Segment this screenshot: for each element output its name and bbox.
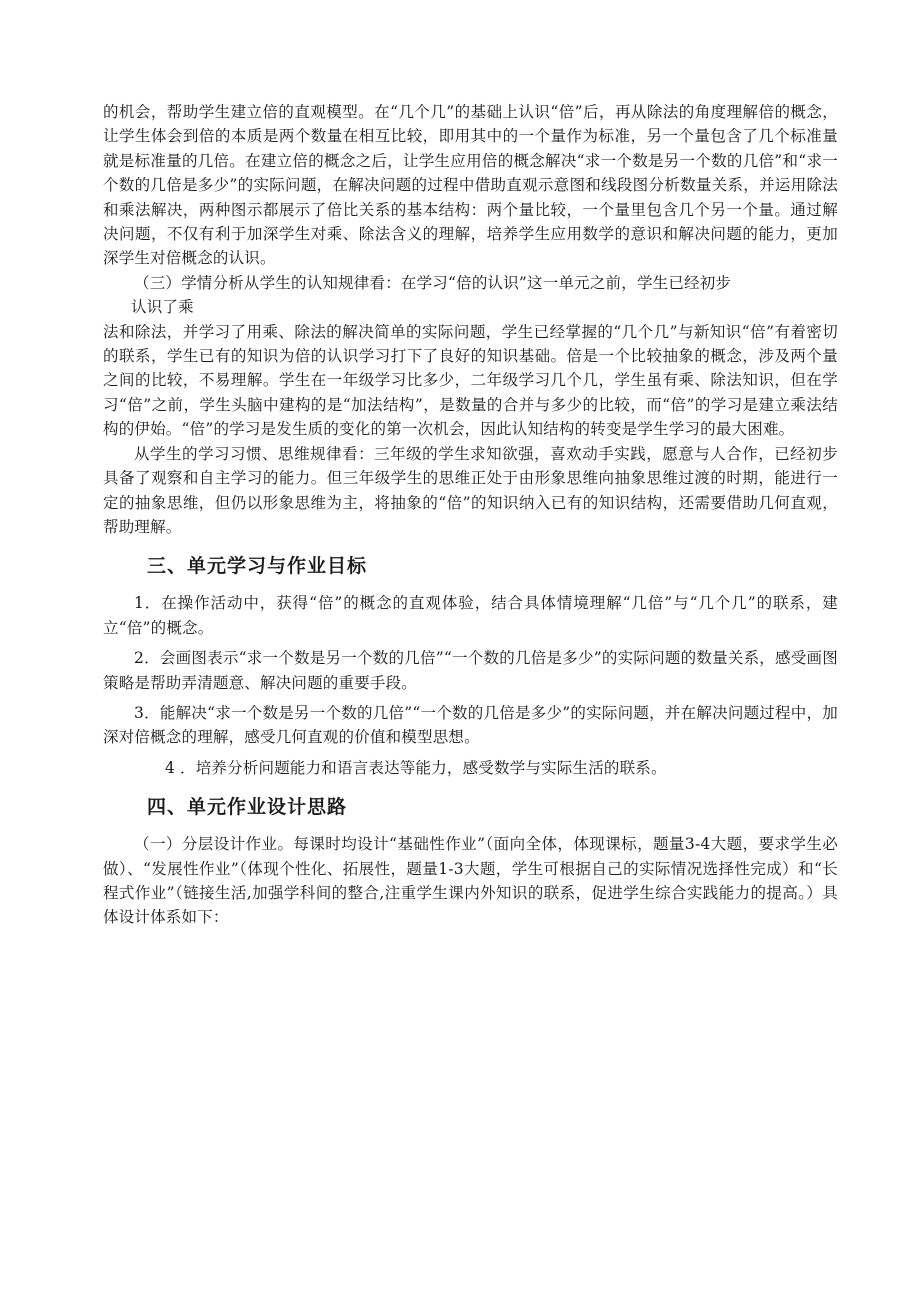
document-content bbox=[103, 100, 838, 930]
goal-item-3: 3．能解决“求一个数是另一个数的几倍”“一个数的几倍是多少”的实际问题，并在解决问题过程中，加深对倍概念的理解，感受几何直观的价值和模型思想。 bbox=[103, 703, 838, 747]
section-four-heading: 四、单元作业设计思路 bbox=[147, 796, 348, 819]
homework-design-paragraph: （一）分层设计作业。每课时均设计“基础性作业”（面向全体，体现课标，题量3-4大题，要求学生必做）、“发展性作业”（体现个性化、拓展性，题量1-3大题，学生可根据自己的实际情况选择性完成）和“长程式作业”（链接生活,加强学科间的整合,注重学生课内外知识的联系，促进学生综合实践能力的提高。）具体设计体系如下： bbox=[103, 835, 838, 927]
learning-analysis-line1: （三）学情分析从学生的认知规律看：在学习“倍的认识”这一单元之前，学生已经初步 bbox=[134, 273, 732, 292]
learning-analysis-paragraph: 法和除法，并学习了用乘、除法的解决简单的实际问题，学生已经掌握的“几个几”与新知识“倍”有着密切的联系，学生已有的知识为倍的认识学习打下了良好的知识基础。倍是一个比较抽象的概念，涉及两个量之间的比较，不易理解。学生在一年级学习比多少，二年级学习几个几，学生虽有乘、除法知识，但在学习“倍”之前，学生头脑中建构的是“加法结构”，是数量的合并与多少的比较，而“倍”的学习是建立乘法结构的伊始。“倍”的学习是发生质的变化的第一次机会，因此认知结构的转变是学生学习的最大困难。 bbox=[103, 322, 838, 439]
learning-analysis-line2: 认识了乘 bbox=[131, 298, 194, 317]
goal-item-4 bbox=[103, 756, 838, 780]
section-three-heading: 三、单元学习与作业目标 bbox=[147, 555, 368, 578]
learning-habits-paragraph: 从学生的学习习惯、思维规律看：三年级的学生求知欲强，喜欢动手实践，愿意与人合作，已经初步具备了观察和自主学习的能力。但三年级学生的思维正处于由形象思维向抽象思维过渡的时期，能进行一定的抽象思维，但仍以形象思维为主，将抽象的“倍”的知识纳入已有的知识结构，还需要借助几何直观，帮助理解。 bbox=[103, 444, 838, 536]
goal-item-4-text: ．培养分析问题能力和语言表达等能力，感受数学与实际生活的联系。 bbox=[180, 758, 667, 777]
goal-item-4-number: 4 bbox=[165, 758, 176, 777]
goal-item-1: 1．在操作活动中，获得“倍”的概念的直观体验，结合具体情境理解“几倍”与“几个几”的联系，建立“倍”的概念。 bbox=[103, 594, 838, 637]
goal-item-2: 2．会画图表示“求一个数是另一个数的几倍”“一个数的几倍是多少”的实际问题的数量关系，感受画图策略是帮助弄清题意、解决问题的重要手段。 bbox=[103, 649, 838, 692]
paragraph-continued: 的机会，帮助学生建立倍的直观模型。在“几个几”的基础上认识“倍”后，再从除法的角度理解倍的概念，让学生体会到倍的本质是两个数量在相互比较，即用其中的一个量作为标准，另一个量包含了几个标准量就是标准量的几倍。在建立倍的概念之后，让学生应用倍的概念解决“求一个数是另一个数的几倍”和“求一个数的几倍是多少”的实际问题，在解决问题的过程中借助直观示意图和线段图分析数量关系，并运用除法和乘法解决，两种图示都展示了倍比关系的基本结构：两个量比较，一个量里包含几个另一个量。通过解决问题，不仅有利于加深学生对乘、除法含义的理解，培养学生应用数学的意识和解决问题的能力，更加深学生对倍概念的认识。 bbox=[103, 103, 838, 268]
